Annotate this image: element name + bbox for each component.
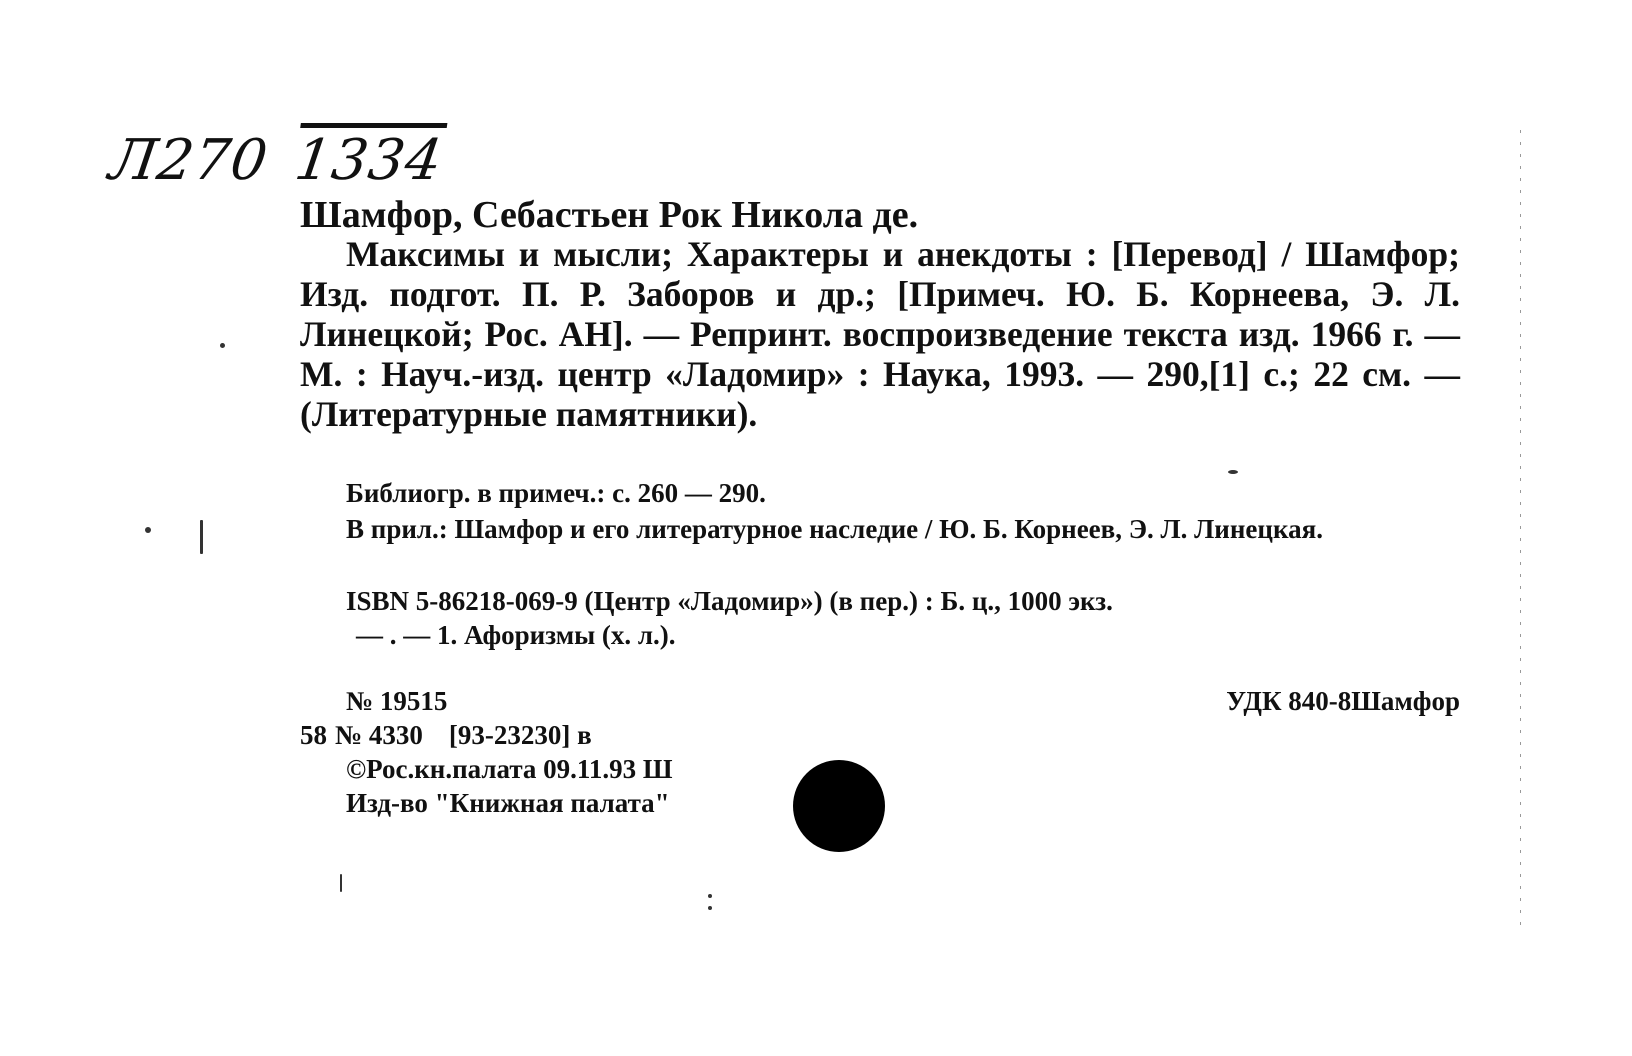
scan-edge-line [1520,130,1521,930]
appendix-note: В прил.: Шамфор и его литературное наследие / Ю. Б. Корнеев, Э. Л. Линецкая. [346,514,1323,544]
scan-speck [200,520,203,554]
registration-line [300,718,592,752]
ink-blot [793,760,885,852]
author-heading: Шамфор, Себастьен Рок Никола де. [300,194,919,236]
bibliography-note: Библиогр. в примеч.: с. 260 — 290. [346,478,766,508]
subject-heading: — . — 1. Афоризмы (х. л.). [356,620,676,650]
shelfmark-handwritten [105,128,446,193]
card-number: № 19515 [346,686,448,716]
scan-speck [1228,470,1238,474]
copyright-line: ©Рос.кн.палата 09.11.93 Ш [346,754,673,784]
registration-number: № 4330 [335,720,423,750]
shelfmark-second: 1334 [291,128,447,193]
scan-speck [708,894,712,898]
scan-speck [145,527,151,533]
bibliographic-description: Максимы и мысли; Характеры и анекдоты : [Перевод] / Шамфор; Изд. подгот. П. Р. Заборов и др.; [Примеч. Ю. Б. Корнеева, Э. Л. Линецкой; Рос. АН]. — Репринт. воспроизведение текста изд. 1966 г. — М. : Науч.-изд. центр «Ладомир» : Наука, 1993. — 290,[1] с.; 22 см. — (Литературные памятники). [300,234,1460,434]
registration-prefix: 58 [300,720,327,750]
scan-speck [220,343,225,348]
isbn-line: ISBN 5-86218-069-9 (Центр «Ладомир») (в пер.) : Б. ц., 1000 экз. [346,586,1113,616]
registration-code: [93-23230] в [448,720,592,750]
udc-classification: УДК 840-8Шамфор [1226,686,1460,716]
publisher-line: Изд-во "Книжная палата" [346,788,670,818]
shelfmark-first: Л270 [105,128,273,193]
scan-speck [340,874,342,892]
scan-speck [708,906,712,910]
